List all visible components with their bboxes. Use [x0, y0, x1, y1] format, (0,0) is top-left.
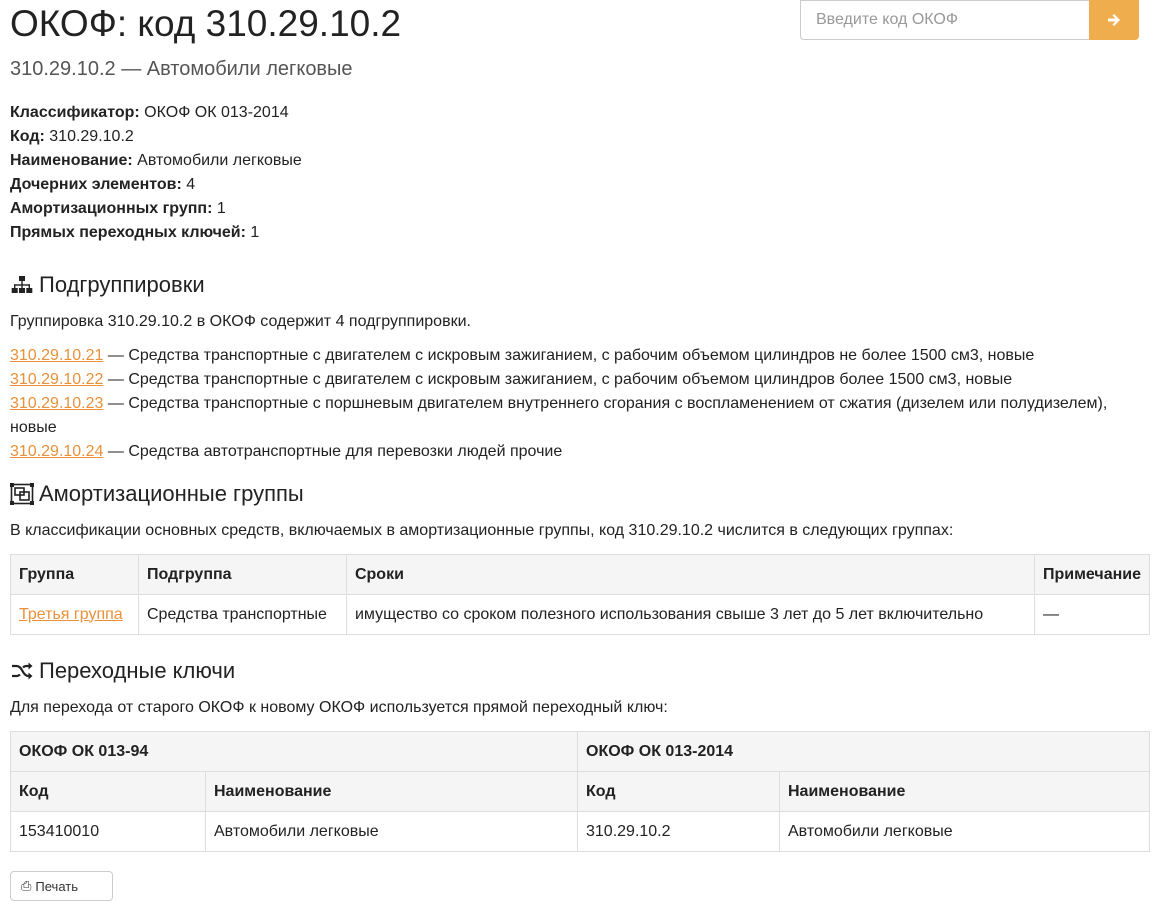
subgroup-text: — Средства транспортные с двигателем с искровым зажиганием, с рабочим объемом цилиндров более 1500 см3, новые [103, 371, 1013, 388]
random-icon [10, 659, 34, 683]
column-header: Подгруппа [138, 555, 346, 595]
page-subtitle: 310.29.10.2 — Автомобили легковые [10, 58, 353, 80]
info-value: 310.29.10.2 [49, 128, 134, 145]
info-row [10, 197, 302, 221]
amort-table [10, 554, 1150, 635]
table-cell: Автомобили легковые [780, 812, 1150, 852]
search-button[interactable] [1089, 0, 1139, 40]
info-label: Амортизационных групп: [10, 200, 213, 217]
column-header: Код [11, 772, 206, 812]
info-list [10, 101, 302, 245]
list-item [10, 440, 1140, 464]
info-label: Классификатор: [10, 104, 140, 121]
search-input[interactable] [800, 0, 1089, 40]
list-item [10, 392, 1140, 440]
group-link[interactable]: Третья группа [19, 605, 123, 623]
subgroups-intro: Группировка 310.29.10.2 в ОКОФ содержит 4 подгруппировки. [10, 313, 471, 330]
info-row [10, 173, 302, 197]
table-cell: — [1034, 595, 1149, 635]
info-row [10, 125, 302, 149]
info-row [10, 101, 302, 125]
arrow-right-icon [1106, 12, 1122, 28]
info-label: Наименование: [10, 152, 133, 169]
column-header: Группа [11, 555, 139, 595]
keys-heading-text: Переходные ключи [39, 658, 236, 683]
subgroup-link[interactable]: 310.29.10.22 [10, 371, 104, 388]
info-label: Код: [10, 128, 45, 145]
subgroup-list [10, 344, 1140, 464]
column-header: ОКОФ ОК 013-2014 [578, 732, 1150, 772]
subgroups-heading-text: Подгруппировки [39, 272, 205, 297]
page-title: ОКОФ: код 310.29.10.2 [10, 3, 402, 44]
info-row [10, 221, 302, 245]
column-header: Наименование [780, 772, 1150, 812]
table-row [11, 595, 1150, 635]
table-cell [11, 595, 139, 635]
info-value: 4 [186, 176, 196, 193]
subgroup-text: — Средства автотранспортные для перевозки людей прочие [103, 443, 563, 460]
info-value: 1 [250, 224, 260, 241]
amort-heading-text: Амортизационные группы [39, 481, 304, 506]
table-cell: Автомобили легковые [206, 812, 578, 852]
subgroup-link[interactable]: 310.29.10.21 [10, 347, 104, 364]
table-header-row [11, 555, 1150, 595]
sitemap-icon [10, 273, 34, 297]
subgroup-link[interactable]: 310.29.10.24 [10, 443, 104, 460]
print-button[interactable] [10, 871, 113, 901]
info-value: 1 [216, 200, 226, 217]
keys-table [10, 731, 1150, 852]
search-form [800, 0, 1139, 40]
keys-heading [10, 658, 235, 684]
info-label: Дочерних элементов: [10, 176, 182, 193]
column-header: Наименование [206, 772, 578, 812]
keys-intro: Для перехода от старого ОКОФ к новому ОКОФ используется прямой переходный ключ: [10, 699, 668, 716]
amort-heading [10, 481, 304, 507]
info-label: Прямых переходных ключей: [10, 224, 246, 241]
table-row [11, 812, 1150, 852]
table-header-row [11, 772, 1150, 812]
table-cell: имущество со сроком полезного использования свыше 3 лет до 5 лет включительно [346, 595, 1034, 635]
amort-intro: В классификации основных средств, включаемых в амортизационные группы, код 310.29.10.2 числится в следующих группах: [10, 522, 954, 539]
column-header: Код [578, 772, 780, 812]
column-header: ОКОФ ОК 013-94 [11, 732, 578, 772]
table-cell: 310.29.10.2 [578, 812, 780, 852]
list-item [10, 344, 1140, 368]
subgroup-link[interactable]: 310.29.10.23 [10, 395, 104, 412]
subgroup-text: — Средства транспортные с двигателем с искровым зажиганием, с рабочим объемом цилиндров не более 1500 см3, новые [103, 347, 1035, 364]
info-row [10, 149, 302, 173]
column-header: Примечание [1034, 555, 1149, 595]
column-header: Сроки [346, 555, 1034, 595]
table-cell: 153410010 [11, 812, 206, 852]
table-header-row [11, 732, 1150, 772]
print-icon: ⎙ [21, 878, 32, 893]
table-cell: Средства транспортные [138, 595, 346, 635]
object-group-icon [10, 482, 34, 506]
subgroups-heading [10, 272, 205, 298]
list-item [10, 368, 1140, 392]
subgroup-text: — Средства транспортные с поршневым двигателем внутреннего сгорания с воспламенением от сжатия (дизелем или полудизелем), новые [10, 395, 1108, 436]
info-value: Автомобили легковые [137, 152, 302, 169]
print-label: Печать [35, 878, 78, 894]
info-value: ОКОФ ОК 013-2014 [144, 104, 289, 121]
